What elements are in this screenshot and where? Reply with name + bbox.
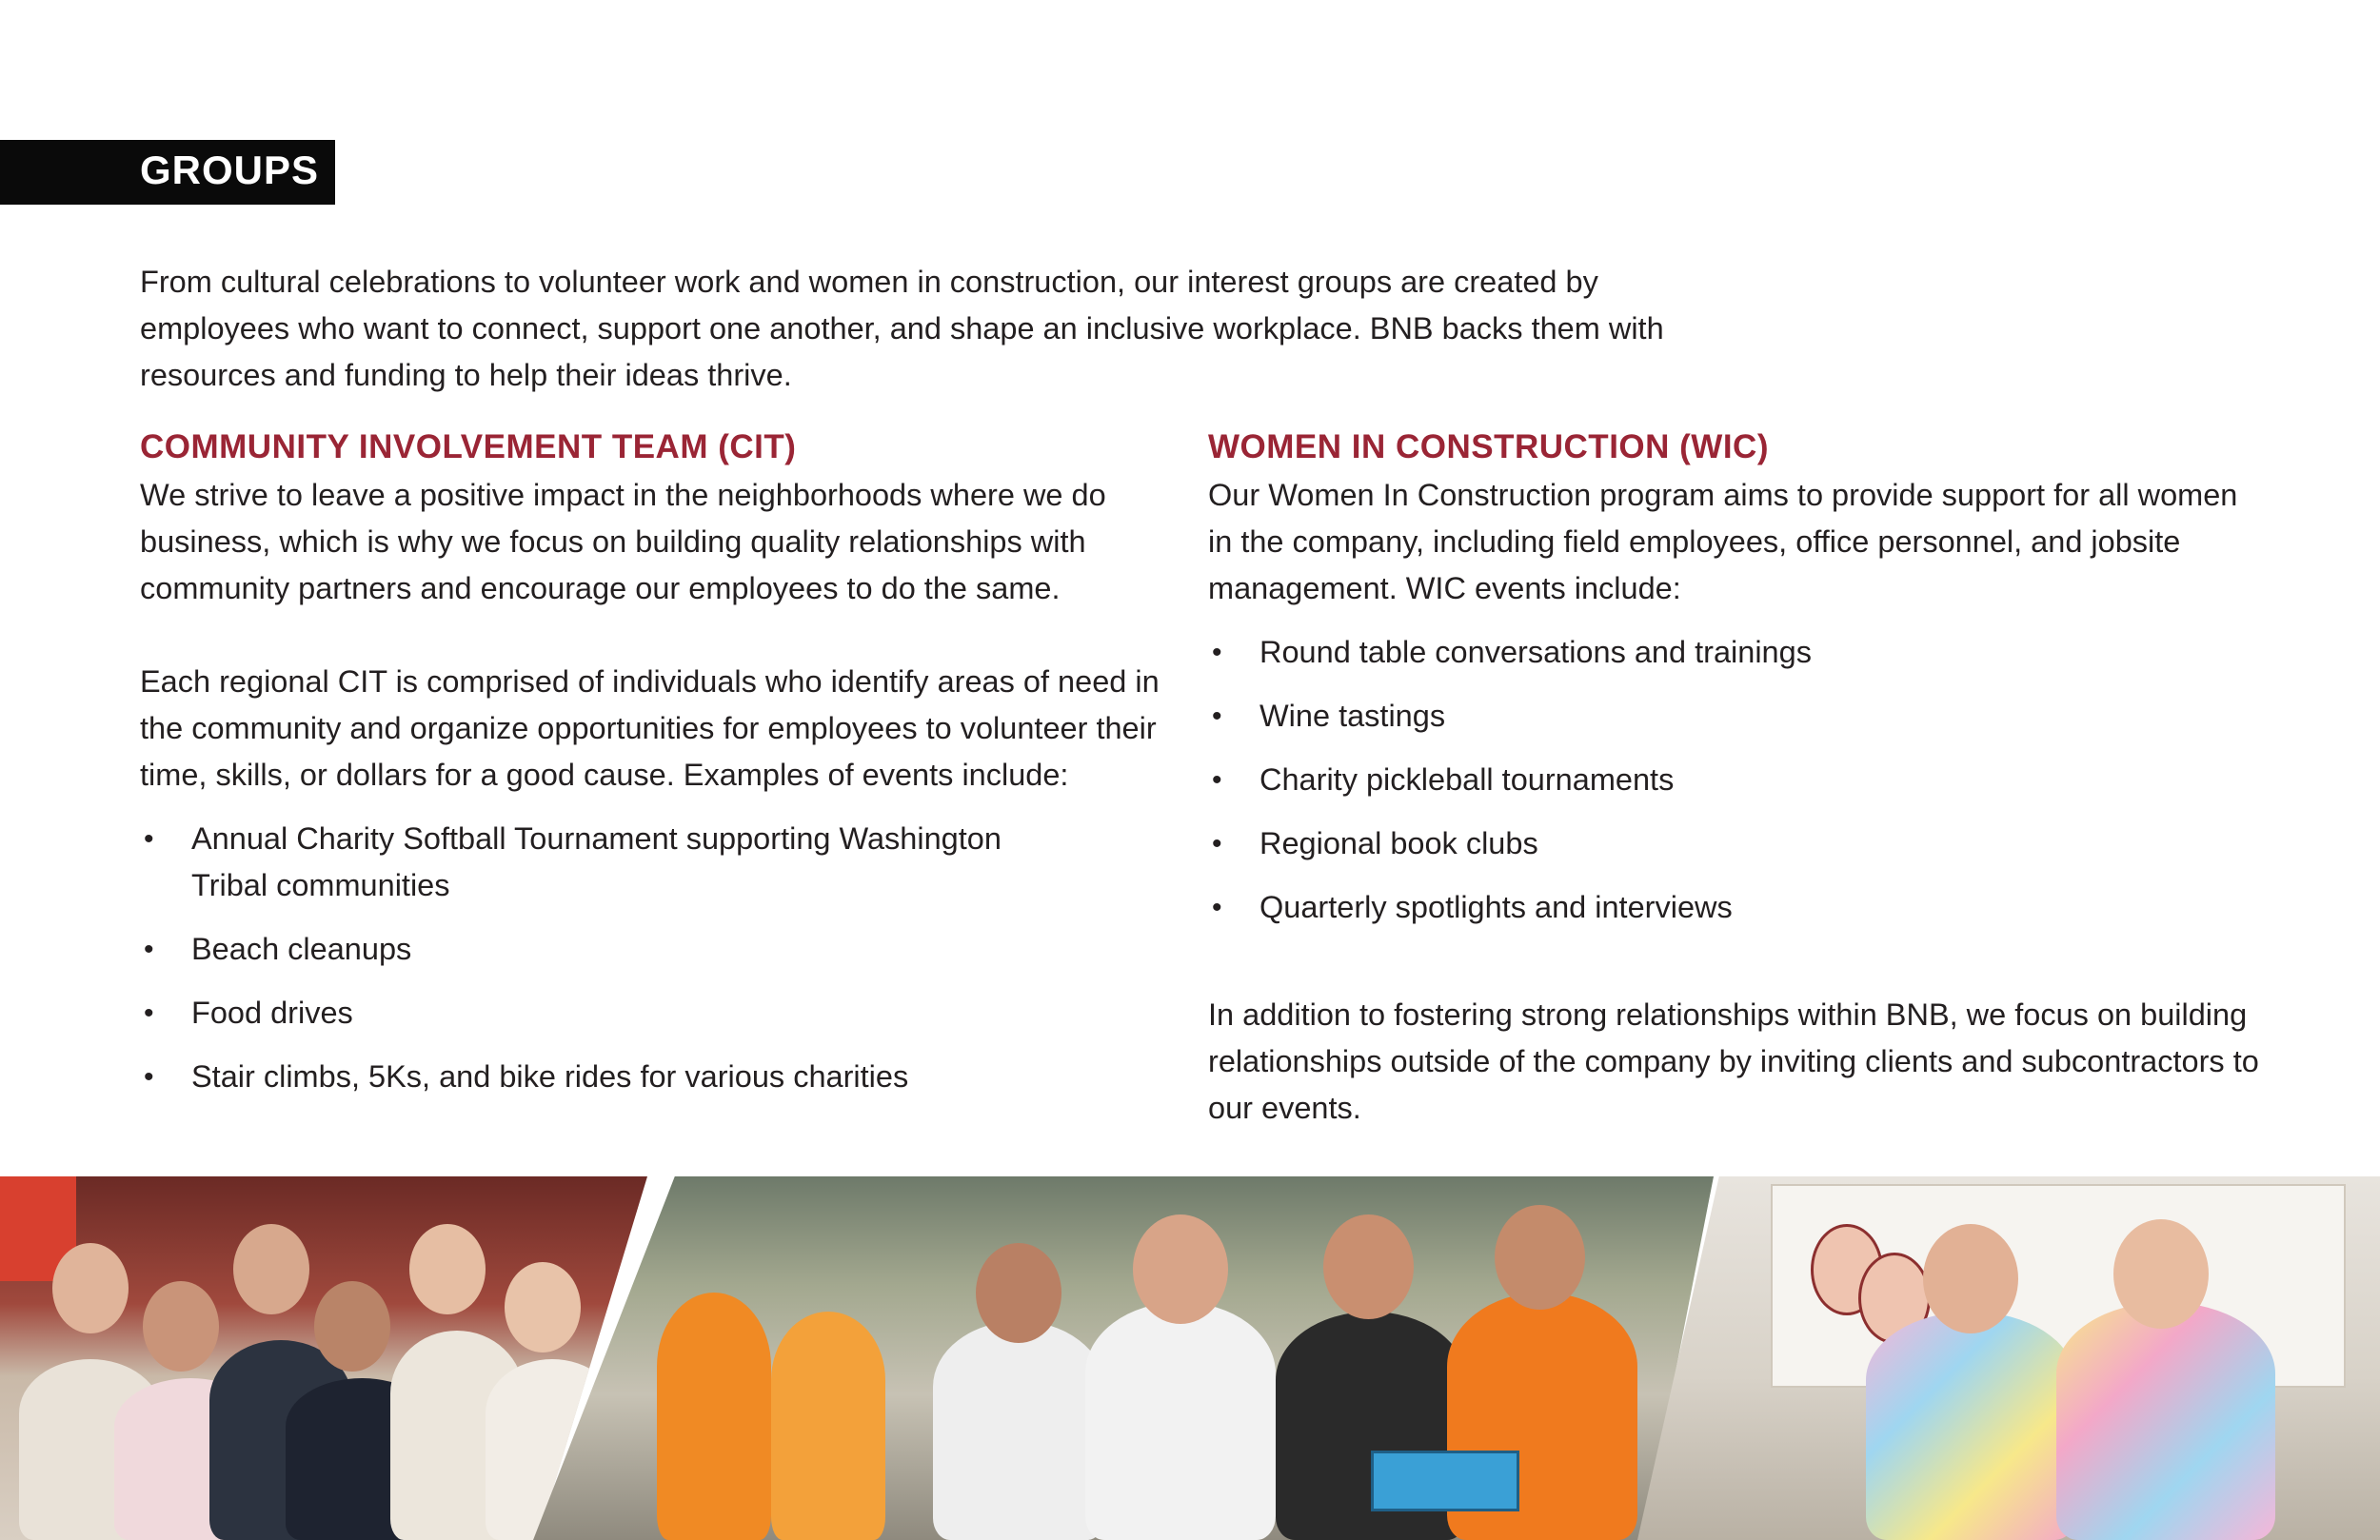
section-tag: [0, 140, 335, 205]
list-item: [1208, 629, 2265, 676]
bullet-icon: •: [144, 934, 154, 965]
wic-event-list: [1208, 629, 2265, 931]
cit-event-list: [140, 816, 1168, 1100]
list-item-text: Charity pickleball tournaments: [1259, 762, 1675, 797]
list-item-text: Annual Charity Softball Tournament supporting Washington Tribal communities: [191, 821, 1002, 902]
list-item: [140, 816, 1168, 909]
bullet-icon: •: [1212, 892, 1222, 923]
section-tag-label: GROUPS: [140, 148, 320, 192]
cit-column: [140, 426, 1168, 1117]
bullet-icon: •: [144, 823, 154, 855]
intro-paragraph: From cultural celebrations to volunteer work and women in construction, our interest groups are created by employees who want to connect, support one another, and shape an inclusive workplace. BNB backs them with resources and funding to help their ideas thrive.: [140, 265, 1664, 392]
paragraph-spacer: [140, 612, 1168, 659]
cit-paragraph-2: Each regional CIT is comprised of individuals who identify areas of need in the community and organize opportunities for employees to volunteer their time, skills, or dollars for a good cause. Examples of events include:: [140, 664, 1160, 792]
bullet-icon: •: [1212, 828, 1222, 859]
raffle-sign: [1371, 1451, 1519, 1511]
bullet-icon: •: [1212, 701, 1222, 732]
list-item-text: Round table conversations and trainings: [1259, 635, 1812, 669]
wic-column: [1208, 426, 2265, 1132]
list-item-text: Wine tastings: [1259, 699, 1446, 733]
list-item: [1208, 693, 2265, 740]
list-item-text: Regional book clubs: [1259, 826, 1538, 860]
bullet-icon: •: [1212, 637, 1222, 668]
pickleball-tournament-photo: [1637, 1176, 2380, 1540]
photo-strip: [0, 1176, 2380, 1540]
list-item-text: Stair climbs, 5Ks, and bike rides for various charities: [191, 1059, 909, 1094]
cit-heading: COMMUNITY INVOLVEMENT TEAM (CIT): [140, 428, 797, 465]
jobsite-volunteers-photo: [533, 1176, 1714, 1540]
list-item: [1208, 820, 2265, 867]
wic-heading: WOMEN IN CONSTRUCTION (WIC): [1208, 428, 1769, 465]
list-item: [1208, 757, 2265, 803]
list-item: [140, 926, 1168, 973]
bullet-icon: •: [144, 1061, 154, 1093]
list-item: [140, 1054, 1168, 1100]
cit-paragraph-1: We strive to leave a positive impact in the neighborhoods where we do business, which is why we focus on building quality relationships with community partners and encourage our employees to do the same.: [140, 478, 1106, 605]
list-item: [140, 990, 1168, 1037]
list-item-text: Food drives: [191, 996, 353, 1030]
bullet-icon: •: [144, 997, 154, 1029]
list-item-text: Beach cleanups: [191, 932, 412, 966]
women-group-photo: [0, 1176, 647, 1540]
list-item: [1208, 884, 2265, 931]
wic-paragraph-1: Our Women In Construction program aims to provide support for all women in the company, including field employees, office personnel, and jobsite management. WIC events include:: [1208, 478, 2238, 605]
list-item-text: Quarterly spotlights and interviews: [1259, 890, 1733, 924]
bullet-icon: •: [1212, 764, 1222, 796]
wic-closing-paragraph: In addition to fostering strong relationships within BNB, we focus on building relationships outside of the company by inviting clients and subcontractors to our events.: [1208, 997, 2259, 1125]
